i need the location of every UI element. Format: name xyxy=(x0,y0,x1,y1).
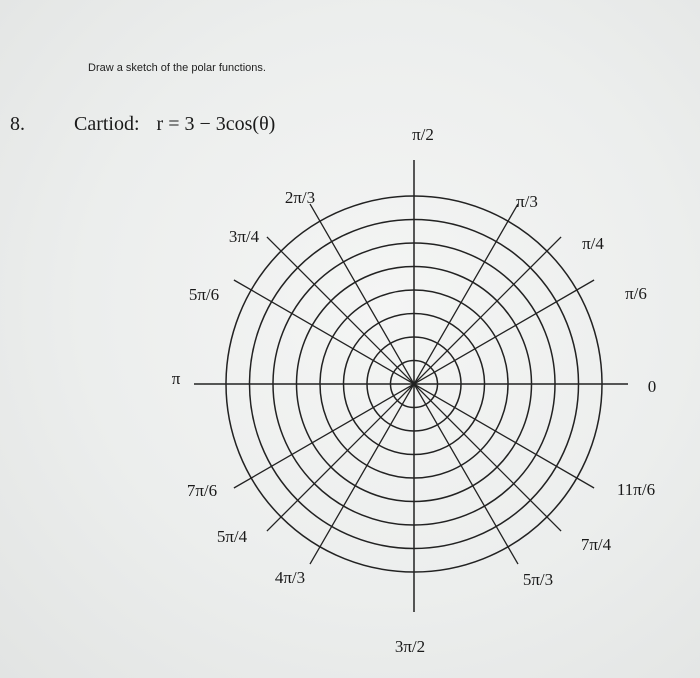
angle-label-pi2: π/2 xyxy=(412,125,434,144)
angle-label-4pi3: 4π/3 xyxy=(274,568,306,587)
problem-number: 8. xyxy=(10,113,25,135)
angle-label-7pi4: 7π/4 xyxy=(580,535,612,554)
angle-label-3pi4: 3π/4 xyxy=(228,227,260,246)
angle-label-5pi3: 5π/3 xyxy=(522,570,554,589)
angle-label-5pi6: 5π/6 xyxy=(188,285,220,304)
instruction-text: Draw a sketch of the polar functions. xyxy=(88,62,266,74)
angle-label-0: 0 xyxy=(647,377,657,396)
angle-label-3pi2: 3π/2 xyxy=(394,637,426,656)
angle-label-7pi6: 7π/6 xyxy=(186,481,218,500)
polar-equation: r = 3 − 3cos(θ) xyxy=(156,113,276,135)
angle-label-11pi6: 11π/6 xyxy=(616,480,656,499)
angle-label-5pi4: 5π/4 xyxy=(216,527,248,546)
angle-label-pi6: π/6 xyxy=(625,284,647,303)
angle-label-pi: π xyxy=(171,369,181,388)
problem-title: Cartiod: xyxy=(74,113,140,135)
angle-label-pi4: π/4 xyxy=(582,234,604,253)
angle-label-2pi3: 2π/3 xyxy=(284,188,316,207)
angle-label-pi3: π/3 xyxy=(516,192,538,211)
